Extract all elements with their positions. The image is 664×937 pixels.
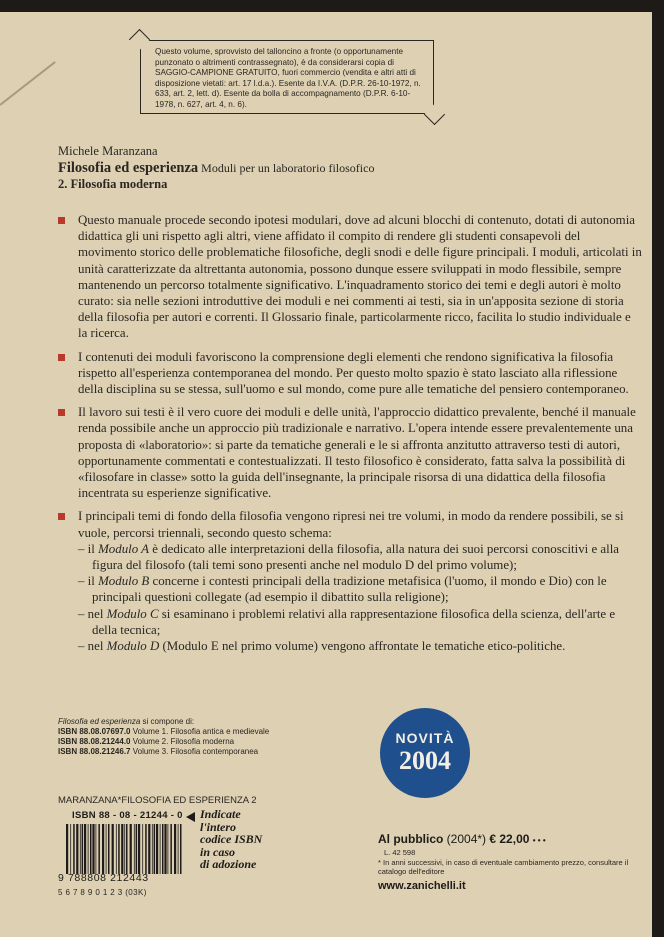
series-code-line: MARANZANA*FILOSOFIA ED ESPERIENZA 2 bbox=[58, 795, 257, 806]
barcode-bar bbox=[84, 824, 86, 874]
barcode-bar bbox=[118, 824, 120, 874]
volume-label: 2. Filosofia moderna bbox=[58, 177, 168, 191]
description-paragraph bbox=[52, 349, 642, 398]
back-cover bbox=[0, 12, 652, 937]
components-intro: Filosofia ed esperienza si compone di: bbox=[58, 717, 195, 726]
barcode-bar bbox=[168, 824, 169, 874]
paragraph-text: Il lavoro sui testi è il vero cuore dei moduli e delle unità, l'approccio didattico prevalente, benché il manuale renda possibile anche un approccio più tradizionale e narrativo. L'opera intende essere prevalentemente una proposta di «laboratorio»: si parte da tematiche generali e le si affronta anzitutto attraverso testi di autori, opportunamente commentati e contestualizzati. Il testo filosofico è considerato, fatta salva la possibilità di «filosofare in classe» sotto la guida dell'insegnante, la principale risorsa di una didattica della filosofia incentrata su esperienze significative. bbox=[78, 405, 636, 501]
barcode-bar bbox=[116, 824, 117, 874]
barcode-bar bbox=[112, 824, 114, 874]
description-paragraph bbox=[52, 404, 642, 501]
badge-year: 2004 bbox=[399, 746, 451, 775]
barcode-bar bbox=[160, 824, 161, 874]
isbn-adoption-note: Indicate l'intero codice ISBN in caso di adozione bbox=[200, 807, 263, 871]
barcode-bar bbox=[70, 824, 71, 874]
barcode-bar bbox=[76, 824, 78, 874]
barcode-bar bbox=[164, 824, 166, 874]
description-body bbox=[52, 212, 642, 661]
barcode-bar bbox=[82, 824, 84, 874]
arrow-left-icon bbox=[186, 812, 195, 822]
barcode-bar bbox=[106, 824, 107, 874]
barcode-bar bbox=[102, 824, 104, 874]
novita-badge bbox=[380, 708, 470, 798]
barcode-bar bbox=[96, 824, 97, 874]
barcode-bar bbox=[138, 824, 140, 874]
barcode-bar bbox=[80, 824, 81, 874]
bullet-square-icon bbox=[58, 217, 65, 224]
barcode-icon bbox=[64, 824, 184, 876]
component-item: ISBN 88.08.21244.0 Volume 2. Filosofia moderna bbox=[58, 737, 235, 746]
barcode-bar bbox=[108, 824, 110, 874]
barcode-bar bbox=[162, 824, 164, 874]
barcode-bar bbox=[124, 824, 125, 874]
barcode-bar bbox=[154, 824, 156, 874]
barcode-bar bbox=[73, 824, 75, 874]
barcode-bar bbox=[178, 824, 179, 874]
paragraph-text: I principali temi di fondo della filosofia vengono ripresi nei tre volumi, in modo da rendere possibili, se si vuole, percorsi triennali, secondo questo schema: bbox=[78, 509, 624, 540]
price-note: * In anni successivi, in caso di eventuale cambiamento prezzo, consultare il catalogo dell'editore bbox=[378, 858, 629, 876]
scheme-item: – nel Modulo C si esaminano i problemi relativi alla rappresentazione filosofica della scienza, dell'arte e della tecnica; bbox=[78, 606, 616, 637]
barcode-bar bbox=[98, 824, 100, 874]
barcode-bar bbox=[180, 824, 182, 874]
component-item: ISBN 88.08.07697.0 Volume 1. Filosofia antica e medievale bbox=[58, 727, 270, 736]
barcode-bar bbox=[121, 824, 123, 874]
description-paragraph bbox=[52, 212, 642, 342]
description-paragraph bbox=[52, 508, 642, 654]
scheme-item: – il Modulo A è dedicato alle interpretazioni della filosofia, alla natura dei suoi percorsi conoscitivi e alla figura del filosofo (tali temi sono presenti anche nel modulo D del primo volume); bbox=[78, 541, 619, 573]
scheme-item: – nel Modulo D (Modulo E nel primo volume) vengono affrontate le tematiche etico-politiche. bbox=[78, 639, 566, 654]
barcode-bar bbox=[136, 824, 138, 874]
price-line: Al pubblico (2004*) € 22,00 • • • bbox=[378, 832, 546, 846]
component-item: ISBN 88.08.21246.7 Volume 3. Filosofia contemporanea bbox=[58, 747, 259, 756]
publisher-website: www.zanichelli.it bbox=[378, 880, 466, 892]
barcode-bar bbox=[126, 824, 128, 874]
barcode-bar bbox=[174, 824, 176, 874]
print-code: 5 6 7 8 9 0 1 2 3 (03K) bbox=[58, 888, 147, 897]
bullet-square-icon bbox=[58, 513, 65, 520]
subtitle-text: Moduli per un laboratorio filosofico bbox=[201, 161, 375, 175]
sample-copy-notice bbox=[140, 40, 434, 114]
series-components bbox=[58, 717, 269, 757]
barcode-bar bbox=[170, 824, 172, 874]
barcode-bar bbox=[88, 824, 89, 874]
bullet-square-icon bbox=[58, 354, 65, 361]
barcode-bar bbox=[152, 824, 153, 874]
sample-copy-notice-text: Questo volume, sprovvisto del talloncino a fronte (o opportunamente punzonato o altrimenti contrassegnato), è da considerarsi copia di SAGGIO-CAMPIONE GRATUITO, fuori commercio (vendita e altri atti di disposizione vietati: art. 17 l.d.a.). Esente da I.V.A. (D.P.R. 26-10-1972, n. 633, art. 2, lett. d). Esente da bolla di accompagnamento (D.P.R. 6-10-1978, n. 627, art. 4, n. 6). bbox=[155, 47, 421, 109]
barcode-bar bbox=[92, 824, 94, 874]
barcode-bar bbox=[142, 824, 143, 874]
title-text: Filosofia ed esperienza bbox=[58, 160, 199, 176]
corner-fold-line bbox=[0, 61, 56, 106]
author-name: Michele Maranzana bbox=[58, 144, 158, 158]
paragraph-text: I contenuti dei moduli favoriscono la comprensione degli elementi che rendono significativa la filosofia rispetto all'esperienza contemporanea del mondo. Per questo molto spazio è stato lasciato alla riflessione della disciplina su se stessa, sull'uomo e sul mondo, come pure alle tematiche del pensiero contemporaneo. bbox=[78, 349, 629, 397]
barcode-number: 9 788808 212443 bbox=[58, 872, 149, 884]
book-title bbox=[58, 160, 374, 177]
barcode-bar bbox=[148, 824, 150, 874]
badge-line-1: NOVITÀ bbox=[395, 730, 455, 746]
barcode-bar bbox=[90, 824, 92, 874]
barcode-bar bbox=[66, 824, 68, 874]
paragraph-text: Questo manuale procede secondo ipotesi modulari, dove ad alcuni blocchi di contenuto, dotati di autonomia didattica gli uni rispetto agli altri, viene affidato il compito di rendere gli studenti consapevoli del movimento storico delle problematiche filosofiche, degli snodi e delle figure principali. I moduli, articolati in unità caratterizzate da altrettanta autonomia, possono dunque essere sviluppati in modo flessibile, sempre mantenendo un percorso totalmente significativo. L'inquadramento storico dei temi e degli autori è molto curato: sia nelle sezioni introduttive dei moduli e nei commenti ai testi, sia in un'apposita sezione di storia della filosofia per autori e correnti. Il Glossario finale, particolarmente ricco, facilita lo studio individuale e la ricerca. bbox=[78, 213, 642, 341]
barcode-bar bbox=[156, 824, 158, 874]
scheme-item: – il Modulo B concerne i contesti principali della tradizione metafisica (l'uomo, il mondo e Dio) con le principali questioni collegate (ad esempio il dibattito sulla religione); bbox=[78, 574, 607, 605]
lire-code: L. 42 598 bbox=[384, 848, 416, 857]
barcode-bar bbox=[145, 824, 147, 874]
bullet-square-icon bbox=[58, 409, 65, 416]
barcode-bar bbox=[130, 824, 132, 874]
isbn-number: ISBN 88 - 08 - 21244 - 0 bbox=[72, 810, 183, 821]
barcode-bar bbox=[134, 824, 135, 874]
